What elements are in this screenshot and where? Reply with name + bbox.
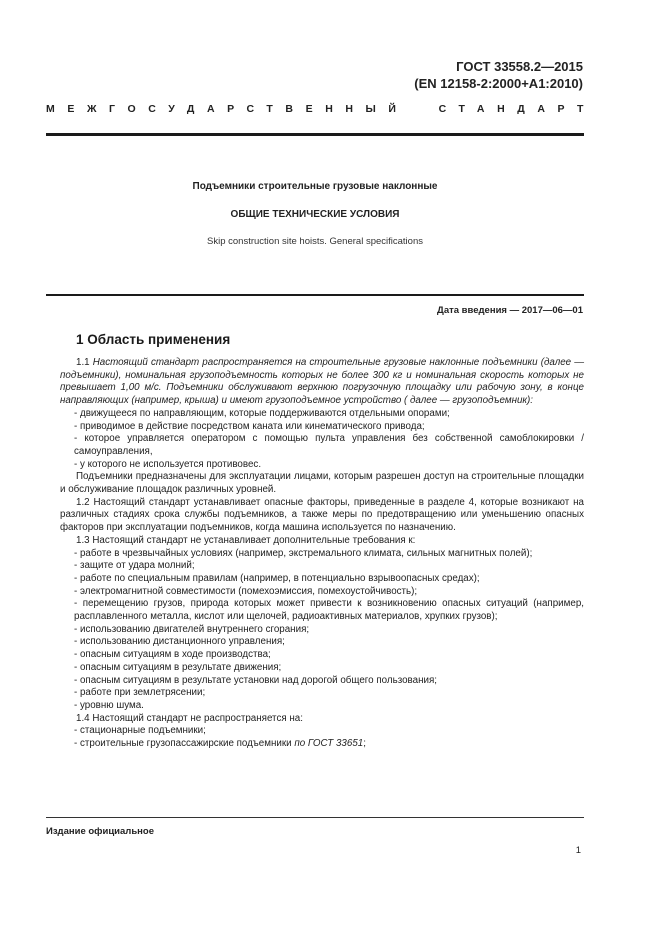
list-item: - работе при землетрясении; xyxy=(74,687,206,699)
standard-word: СТАНДАРТ xyxy=(438,103,596,115)
gost-reference: по ГОСТ 33651 xyxy=(294,738,364,750)
interstate-word: МЕЖГОСУДАРСТВЕННЫЙ xyxy=(46,103,409,115)
list-item: - у которого не используется противовес. xyxy=(74,458,262,470)
list-item: - использованию дистанционного управления; xyxy=(74,636,285,648)
list-item: - уровню шума. xyxy=(74,699,144,711)
list-item-prefix: - строительные грузопассажирские подъемники xyxy=(74,738,295,750)
standard-number: ГОСТ 33558.2—2015 xyxy=(456,59,583,74)
paragraph-1-4: 1.4 Настоящий стандарт не распространяется на: xyxy=(76,712,303,724)
title-main: ОБЩИЕ ТЕХНИЧЕСКИЕ УСЛОВИЯ xyxy=(230,209,400,220)
list-item: - использованию двигателей внутреннего сгорания; xyxy=(74,623,310,635)
middle-rule xyxy=(46,294,584,296)
list-item: - перемещению грузов, природа которых может привести к возникновению опасных ситуаций (например, расплавленного металла, кислот или щелочей, радиоактивных материалов, хрупких грузов); xyxy=(74,598,584,623)
section-heading: 1 Область применения xyxy=(76,332,231,347)
paragraph-1-1 xyxy=(60,357,584,408)
list-item: - приводимое в действие посредством каната или кинематического привода; xyxy=(74,420,425,432)
list-item: - движущееся по направляющим, которые поддерживаются отдельными опорами; xyxy=(74,407,450,419)
list-item: - которое управляется оператором с помощью пульта управления без собственной самоблокировки /самоуправления, xyxy=(74,433,584,457)
list-item: - стационарные подъемники; xyxy=(74,725,206,737)
section-body xyxy=(60,357,584,751)
standard-equivalent: (EN 12158-2:2000+A1:2010) xyxy=(414,76,583,91)
list-item: - работе в чрезвычайных условиях (например, экстремального климата, сильных магнитных полей); xyxy=(74,547,533,559)
interstate-standard-banner xyxy=(46,103,596,115)
paragraph-number: 1.1 xyxy=(76,357,93,368)
list-item: - работе по специальным правилам (например, в потенциально взрывоопасных средах); xyxy=(74,572,480,584)
list-item: - опасным ситуациям в ходе производства; xyxy=(74,649,271,661)
page-number: 1 xyxy=(575,845,581,856)
paragraph-1-3: 1.3 Настоящий стандарт не устанавливает дополнительные требования к: xyxy=(76,534,416,546)
list-item-last xyxy=(60,738,584,751)
list-item: - опасным ситуациям в результате установки над дорогой общего пользования; xyxy=(74,674,437,686)
list-item: - электромагнитной совместимости (помехоэмиссия, помехоустойчивость); xyxy=(74,585,418,597)
top-rule xyxy=(46,133,584,136)
introduction-date: Дата введения — 2017—06—01 xyxy=(437,305,583,316)
bottom-rule xyxy=(46,817,584,818)
paragraph-1-1-tail: Подъемники предназначены для эксплуатации лицами, которым разрешен доступ на строительные площадки и обслуживание площадок различных уровней. xyxy=(60,471,584,496)
title-english: Skip construction site hoists. General specifications xyxy=(207,236,423,247)
list-item: - опасным ситуациям в результате движения; xyxy=(74,661,282,673)
paragraph-italic-text: Настоящий стандарт распространяется на строительные грузовые наклонные подъемники (далее — подъемники), номинальная грузоподъемность которых не более 300 кг и номинальная скорость которых не превышает 1,00 м/с. Подъемники обслуживают верхнюю погрузочную площадку или рабочую зону, в конце направляющих (например, крыша) и имеют грузоподъемное устройство ( далее — грузоподъемник): xyxy=(60,357,585,407)
official-edition-label: Издание официальное xyxy=(46,826,154,837)
title-russian: Подъемники строительные грузовые наклонные xyxy=(192,181,438,192)
list-item: - защите от удара молний; xyxy=(74,560,195,572)
standard-number-block xyxy=(414,58,583,92)
list-item-suffix: ; xyxy=(363,738,366,750)
paragraph-1-2: 1.2 Настоящий стандарт устанавливает опасные факторы, приведенные в разделе 4, которые возникают на различных стадиях срока службы подъемников, а также меры по предотвращению или уменьшению опасных факторов при эксплуатации подъемников, когда машина используется по назначению. xyxy=(60,496,584,534)
